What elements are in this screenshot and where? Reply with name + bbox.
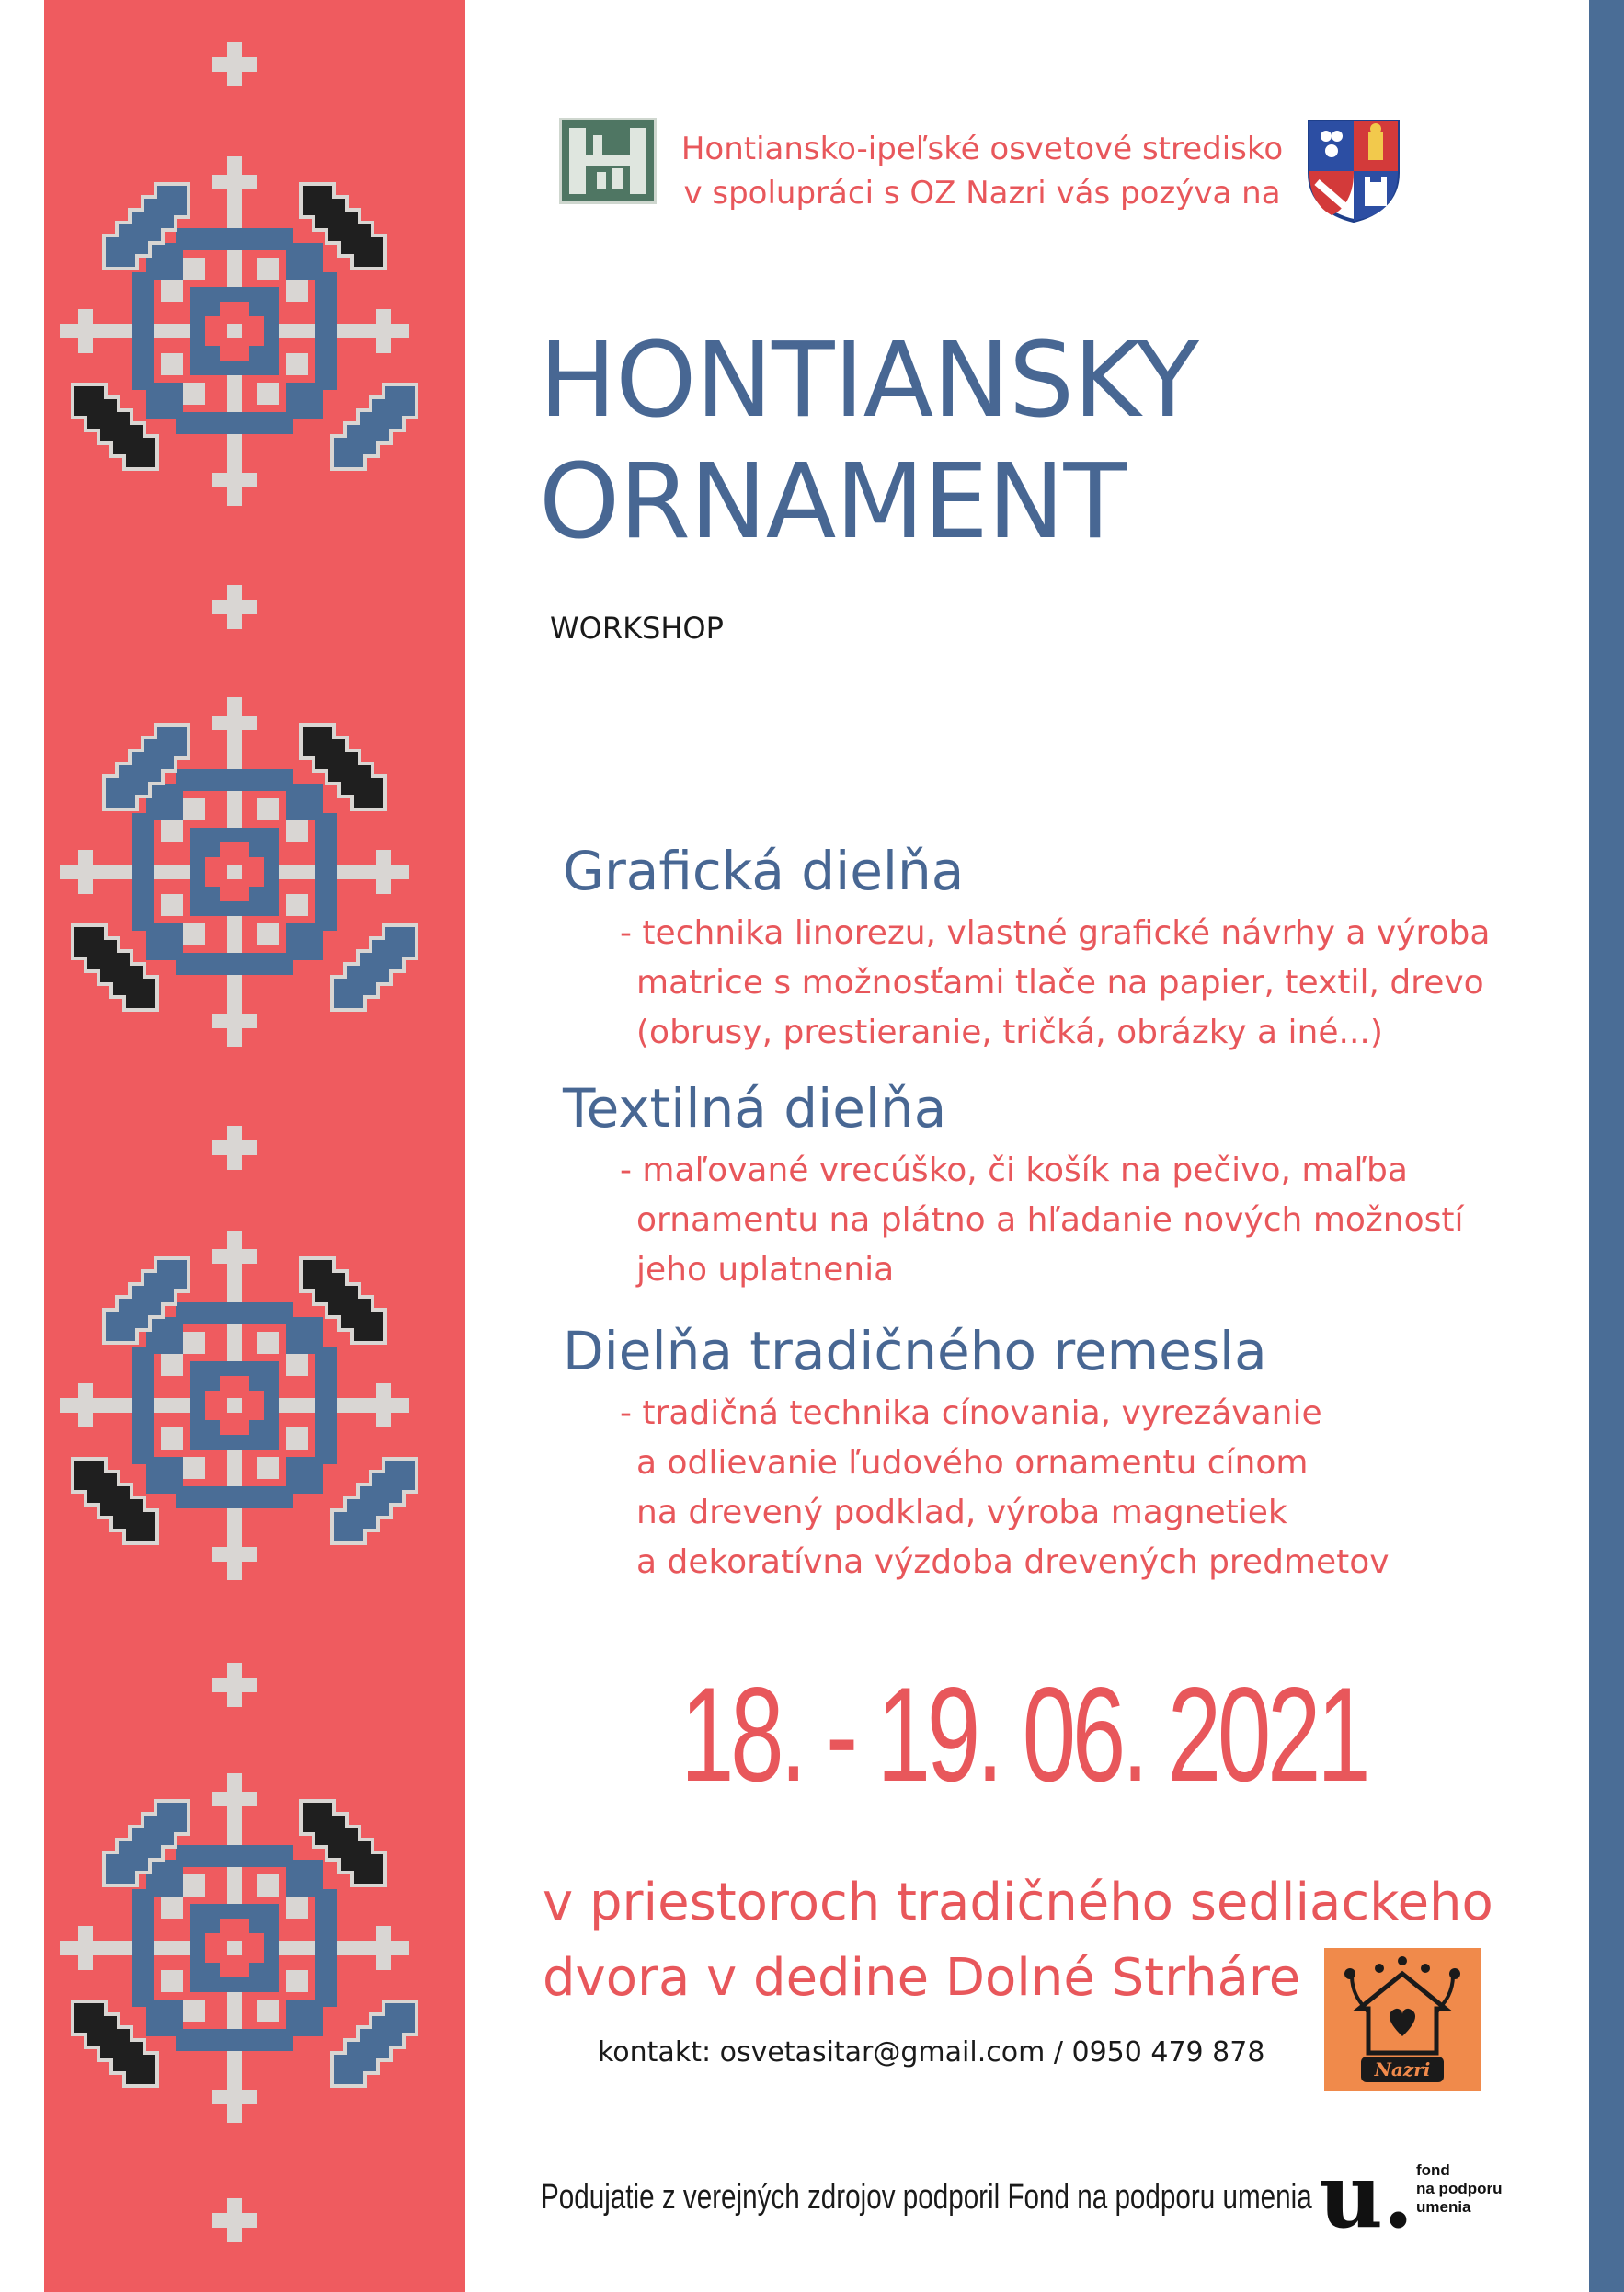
description-line: (obrusy, prestieranie, tričká, obrázky a iné...): [636, 1014, 1383, 1051]
page-title: [539, 320, 1198, 563]
venue-line: v priestoroch tradičného sedliackeho: [543, 1873, 1493, 1932]
section-graphic-workshop: [563, 839, 1490, 1058]
description-line: na drevený podklad, výroba magnetiek: [636, 1494, 1287, 1531]
right-stripe: [1589, 0, 1624, 2292]
fund-line: na podporu: [1416, 2180, 1503, 2197]
ornament-band: [44, 0, 465, 2292]
contact-info: kontakt: osvetasitar@gmail.com / 0950 479 878: [598, 2036, 1265, 2069]
event-date: 18. - 19. 06. 2021: [680, 1659, 1367, 1809]
description-line: a odlievanie ľudového ornamentu cínom: [636, 1444, 1309, 1482]
venue-line: dvora v dedine Dolné Strháre: [543, 1948, 1301, 2008]
nazri-logo: [1324, 1948, 1481, 2091]
section-description: [620, 909, 1490, 1058]
section-craft-workshop: [563, 1319, 1390, 1587]
fund-logo-mark: u.: [1319, 2144, 1414, 2248]
section-title: Dielňa tradičného remesla: [563, 1320, 1267, 1382]
description-line: a dekoratívna výzdoba drevených predmetov: [636, 1543, 1390, 1581]
subtitle: WORKSHOP: [550, 611, 724, 646]
description-line: - maľované vrecúško, či košík na pečivo, maľba: [620, 1152, 1408, 1189]
description-line: - technika linorezu, vlastné grafické návrhy a výroba: [620, 914, 1491, 952]
intro-text: [679, 127, 1286, 215]
title-line: ORNAMENT: [539, 442, 1126, 562]
description-line: ornamentu na plátno a hľadanie nových možností: [636, 1201, 1464, 1239]
section-title: Grafická dielňa: [563, 840, 965, 902]
coat-of-arms-icon: [1304, 116, 1403, 224]
intro-line: Hontiansko-ipeľské osvetové stredisko: [680, 131, 1284, 167]
section-title: Textilná dielňa: [563, 1077, 947, 1140]
description-line: matrice s možnosťami tlače na papier, textil, drevo: [636, 964, 1484, 1002]
section-description: [620, 1389, 1390, 1587]
description-line: jeho uplatnenia: [636, 1251, 895, 1289]
description-line: - tradičná technika cínovania, vyrezávanie: [620, 1394, 1322, 1432]
fund-line: fond: [1416, 2161, 1450, 2179]
fund-logo-text: [1416, 2161, 1502, 2217]
section-textile-workshop: [563, 1076, 1464, 1295]
section-description: [620, 1146, 1464, 1295]
fund-line: umenia: [1416, 2198, 1471, 2216]
title-line: HONTIANSKY: [539, 321, 1198, 441]
support-note: Podujatie z verejných zdrojov podporil Fond na podporu umenia: [541, 2178, 1312, 2217]
nazri-logo-text: Nazri: [1374, 2058, 1431, 2080]
intro-line: v spolupráci s OZ Nazri vás pozýva na: [683, 175, 1281, 212]
hontiansko-logo: [559, 118, 657, 204]
folk-ornament-pattern: [44, 0, 465, 2292]
